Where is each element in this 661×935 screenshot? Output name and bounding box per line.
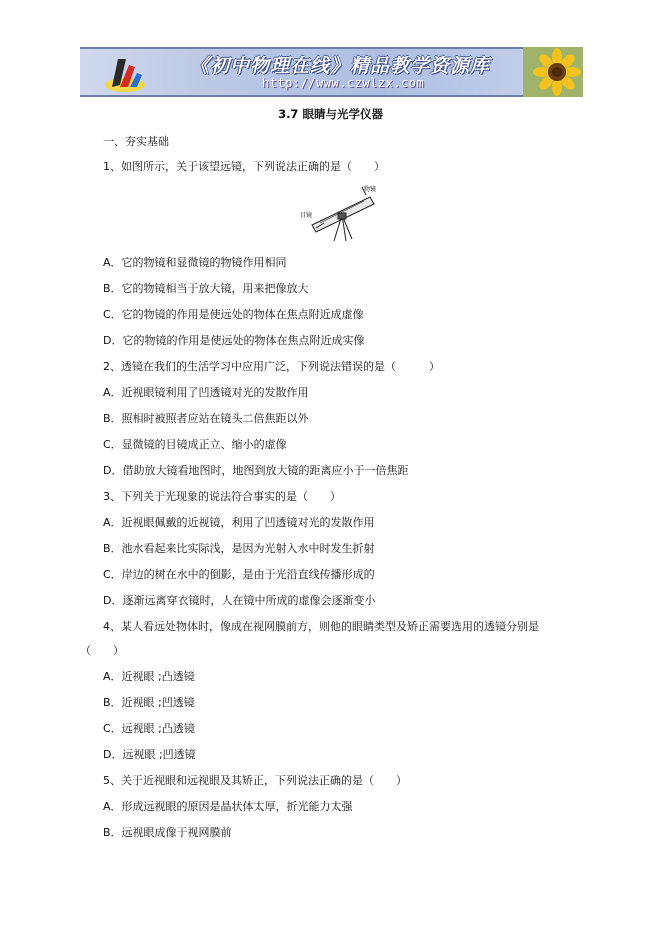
question-2-option-a: A．近视眼镜利用了凹透镜对光的发散作用 [103,386,309,399]
question-1-option-c: C．它的物镜的作用是使远处的物体在焦点附近成虚像 [103,308,364,321]
figure-label-eyepiece: 目镜 [300,212,313,219]
question-4-option-b: B．近视眼 ;凹透镜 [103,696,195,709]
question-4-stem-line1: 4、某人看远处物体时，像成在视网膜前方，则他的眼睛类型及矫正需要选用的透镜分别是 [103,620,539,633]
question-1-option-a: A．它的物镜和显微镜的物镜作用相同 [103,256,287,269]
question-1-option-d: D．它的物镜的作用是使远处的物体在焦点附近成实像 [103,334,365,347]
question-1-stem: 1、如图所示，关于该望远镜，下列说法正确的是（ ） [103,160,385,173]
banner-title: 《初中物理在线》精品教学资源库 [190,55,491,77]
question-4-option-c: C．远视眼 ;凸透镜 [103,722,195,735]
banner-bottom-rule [80,95,583,97]
question-5-option-b: B．远视眼成像于视网膜前 [103,826,232,839]
question-3-option-d: D．逐渐远离穿衣镜时，人在镜中所成的虚像会逐渐变小 [103,594,376,607]
telescope-figure [300,183,380,243]
sunflower-icon [523,47,583,97]
question-2-option-b: B．照相时被照者应站在镜头二倍焦距以外 [103,412,309,425]
question-2-option-c: C．显微镜的目镜成正立、缩小的虚像 [103,438,287,451]
site-logo-icon [102,51,148,95]
question-2-option-d: D．借助放大镜看地图时，地图到放大镜的距离应小于一倍焦距 [103,464,409,477]
question-4-option-d: D．远视眼 ;凹透镜 [103,748,196,761]
banner-url: http://www.czwlzx.com [262,76,425,90]
question-3-stem: 3、下列关于光现象的说法符合事实的是（ ） [103,490,341,503]
question-4-option-a: A．近视眼 ;凸透镜 [103,670,195,683]
figure-label-objective: 物镜 [364,186,377,193]
header-banner [80,47,583,97]
document-title: 3.7 眼睛与光学仪器 [278,107,383,121]
question-3-option-a: A．近视眼佩戴的近视镜，利用了凹透镜对光的发散作用 [103,516,375,529]
question-3-option-b: B．池水看起来比实际浅，是因为光射入水中时发生折射 [103,542,375,555]
section-heading: 一、夯实基础 [103,135,169,148]
question-3-option-c: C．岸边的树在水中的倒影，是由于光沿直线传播形成的 [103,568,375,581]
question-2-stem: 2、透镜在我们的生活学习中应用广泛，下列说法错误的是（ ） [103,360,440,373]
question-5-stem: 5、关于近视眼和远视眼及其矫正，下列说法正确的是（ ） [103,774,407,787]
question-5-option-a: A．形成远视眼的原因是晶状体太厚，折光能力太强 [103,800,353,813]
banner-top-rule [80,47,583,49]
question-1-option-b: B．它的物镜相当于放大镜，用来把像放大 [103,282,309,295]
question-4-stem-line2: （ ） [80,644,124,657]
